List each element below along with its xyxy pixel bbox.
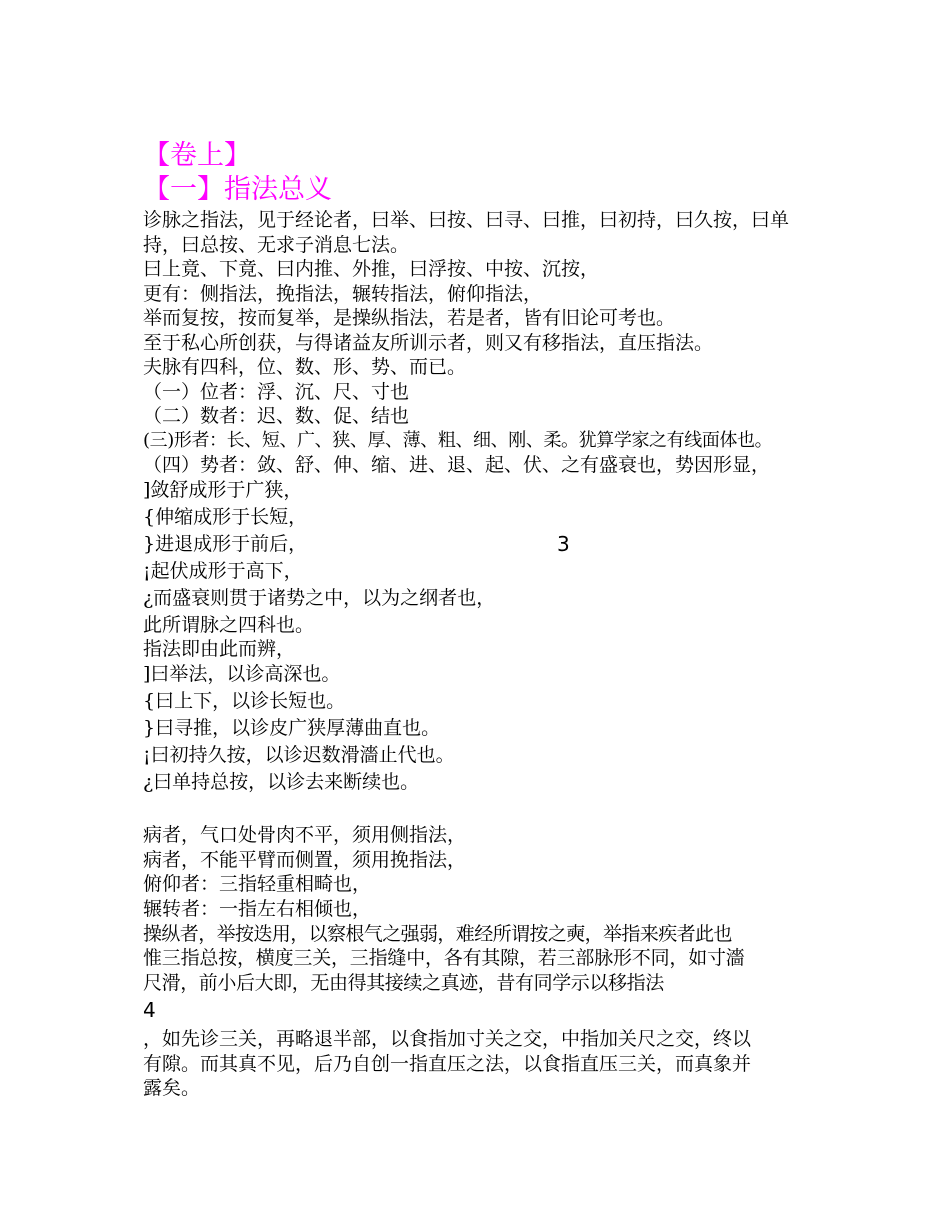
- text-line: {曰上下，以诊长短也。: [143, 690, 346, 712]
- text-line: 至于私心所创获，与得诸益友所训示者，则又有移指法，直压指法。: [143, 332, 714, 354]
- text-line: }曰寻推，以诊皮广狭厚薄曲直也。: [143, 717, 441, 739]
- text-line: {伸缩成形于长短，: [143, 506, 308, 528]
- text-line: 此所谓脉之四科也。: [143, 614, 315, 636]
- text-line: 惟三指总按，横度三关，三指缝中，各有其隙，若三部脉形不同，如寸濇: [143, 947, 745, 969]
- text-line: （一）位者：浮、沉、尺、寸也: [143, 381, 410, 403]
- text-line: 更有：侧指法，挽指法，辗转指法，俯仰指法，: [143, 283, 543, 305]
- text-line: 曰上竟、下竟、曰内推、外推，曰浮按、中按、沉按，: [143, 258, 600, 280]
- text-line: ¿而盛衰则贯于诸势之中，以为之纲者也，: [143, 587, 496, 609]
- text-line: 举而复按，按而复举，是操纵指法，若是者，皆有旧论可考也。: [143, 307, 676, 329]
- text-line: ]敛舒成形于广狭，: [143, 479, 303, 501]
- text-line: 持，曰总按、无求子消息七法。: [143, 234, 410, 256]
- text-line: ¡起伏成形于高下，: [143, 560, 303, 582]
- page-number: 3: [557, 532, 570, 556]
- text-line: ]曰举法，以诊高深也。: [143, 663, 341, 685]
- page-number: 4: [143, 998, 156, 1022]
- text-line: 夫脉有四科，位、数、形、势、而已。: [143, 356, 467, 378]
- text-line: 操纵者，举按迭用，以察根气之强弱，难经所谓按之奭，举指来疾者此也: [143, 923, 732, 945]
- text-line: 辗转者：一指左右相倾也，: [143, 898, 372, 920]
- text-line: (三)形者：长、短、广、狭、厚、薄、粗、细、刚、柔。犹算学家之有线面体也。: [143, 430, 773, 451]
- text-line: ，如先诊三关，再略退半部，以食指加寸关之交，中指加关尺之交，终以: [143, 1028, 752, 1050]
- text-line: （四）势者：敛、舒、伸、缩、进、退、起、伏、之有盛衰也，势因形显，: [143, 454, 771, 476]
- text-line: （二）数者：迟、数、促、结也: [143, 405, 410, 427]
- text-line: 指法即由此而辨，: [143, 638, 296, 660]
- text-line: ¡曰初持久按，以诊迟数滑濇止代也。: [143, 744, 455, 766]
- text-line: ¿曰单持总按，以诊去来断续也。: [143, 771, 420, 793]
- text-line: }进退成形于前后，: [143, 533, 308, 555]
- text-line: 尺滑，前小后大即，无由得其接续之真迹，昔有同学示以移指法: [143, 972, 664, 994]
- text-line: 诊脉之指法，见于经论者，曰举、曰按、曰寻、曰推，曰初持，曰久按，曰单: [143, 209, 790, 231]
- section-heading: 【一】指法总义: [143, 174, 332, 205]
- text-line: 露矣。: [143, 1077, 201, 1099]
- text-line: 俯仰者：三指轻重相畸也，: [143, 873, 372, 895]
- text-line: 病者，气口处骨肉不平，须用侧指法，: [143, 824, 467, 846]
- text-line: 有隙。而其真不见，后乃自创一指直压之法，以食指直压三关，而真象并: [143, 1053, 752, 1075]
- text-line: 病者，不能平臂而侧置，须用挽指法，: [143, 849, 467, 871]
- volume-heading: 【卷上】: [143, 140, 251, 171]
